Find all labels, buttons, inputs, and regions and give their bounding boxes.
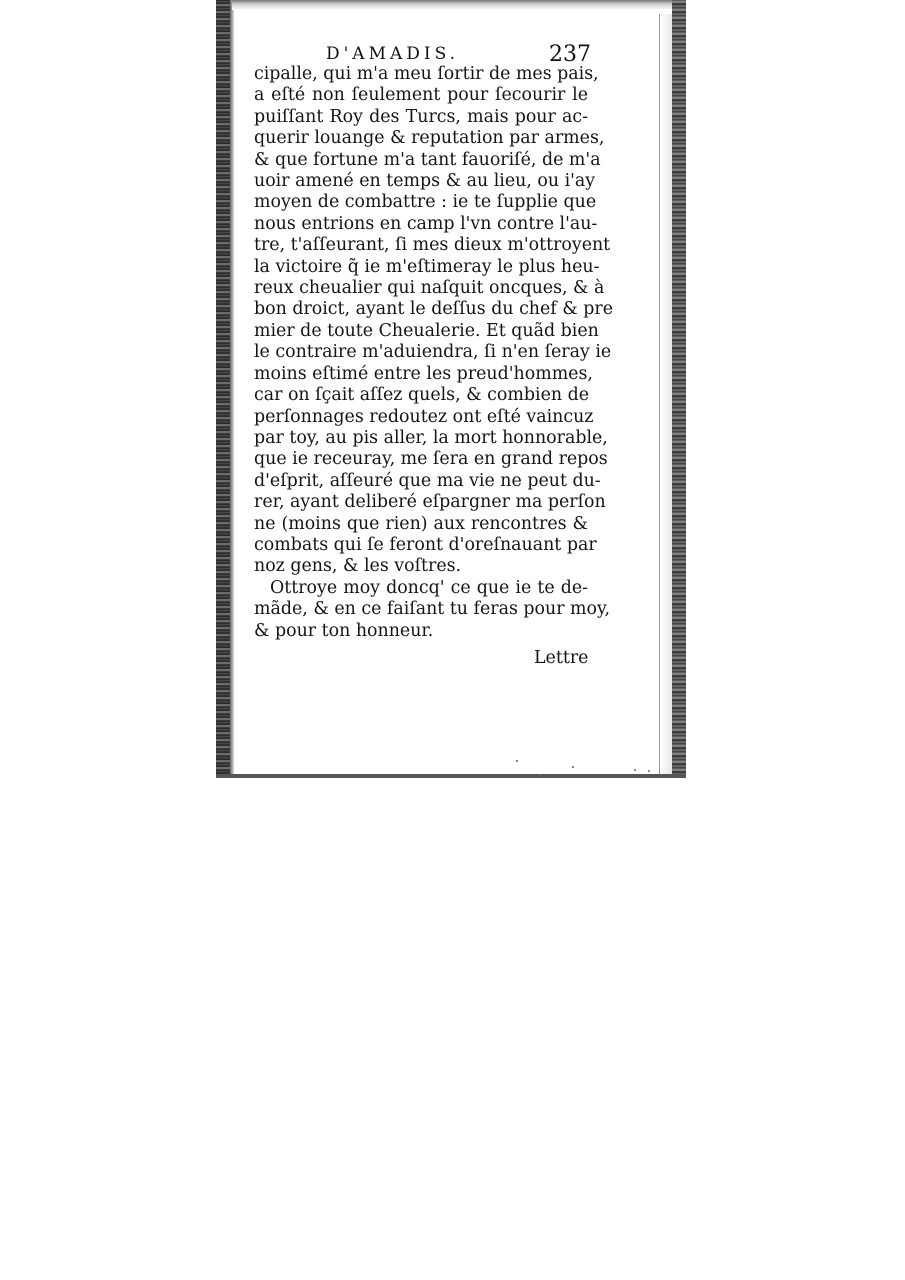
text-line: bon droict, ayant le deſſus du chef & pre: [254, 299, 614, 320]
text-line: combats qui ſe feront d'oreſnauant par: [254, 534, 597, 555]
text-line: Ottroye moy doncq' ce que ie te de-: [270, 577, 588, 598]
text-line: tre, t'aſſeurant, ſi mes dieux m'ottroyent: [254, 235, 611, 256]
text-line: rer, ayant deliberé eſpargner ma perſon: [254, 492, 606, 513]
text-line: par toy, au pis aller, la mort honnorable,: [254, 427, 608, 448]
text-line: ne (moins que rien) aux rencontres &: [254, 513, 588, 534]
text-line: cipalle, qui m'a meu ſortir de mes pais,: [254, 64, 599, 84]
text-line: mier de toute Cheualerie. Et quãd bien: [254, 320, 599, 341]
book-page-scan: [216, 0, 686, 778]
text-line: & pour ton honneur.: [254, 620, 434, 641]
gutter-shadow: [230, 0, 234, 778]
text-line: querir louange & reputation par armes,: [254, 128, 605, 149]
text-line: & que fortune m'a tant fauoriſé, de m'a: [254, 149, 601, 170]
scan-speck: [538, 774, 540, 776]
text-line: moins eſtimé entre les preud'hommes,: [254, 363, 593, 384]
text-line: a eſté non ſeulement pour ſecourir le: [254, 85, 588, 106]
page-number: 237: [549, 42, 591, 67]
body-text: [254, 64, 614, 642]
fore-edge-inner: [659, 14, 672, 778]
top-page-edge: [232, 0, 672, 10]
scan-speck: [516, 760, 518, 762]
scan-speck: [648, 770, 650, 772]
text-line: d'eſprit, aſſeuré que ma vie ne peut du-: [254, 470, 601, 491]
text-line: car on ſçait aſſez quels, & combien de: [254, 385, 590, 406]
text-line: puiſſant Roy des Turcs, mais pour ac-: [254, 106, 588, 127]
text-line: mãde, & en ce faiſant tu feras pour moy,: [254, 599, 611, 620]
text-line: uoir amené en temps & au lieu, ou i'ay: [254, 171, 596, 192]
text-line: le contraire m'aduiendra, ſi n'en ſeray ie: [254, 342, 612, 363]
text-line: nous entrions en camp l'vn contre l'au-: [254, 213, 598, 234]
binding-gutter: [216, 0, 231, 778]
fore-edge: [672, 0, 686, 778]
text-line: la victoire q̃ ie m'eſtimeray le plus heu-: [254, 256, 600, 277]
scan-speck: [572, 766, 574, 768]
scan-speck: [634, 769, 636, 771]
text-line: que ie receuray, me ſera en grand repos: [254, 449, 608, 470]
catchword: Lettre: [534, 648, 589, 668]
text-line: perſonnages redoutez ont eſté vaincuz: [254, 406, 594, 427]
running-head: D'AMADIS.: [326, 44, 460, 64]
bottom-page-edge: [216, 774, 686, 778]
text-line: moyen de combattre : ie te ſupplie que: [254, 192, 597, 213]
text-line: reux cheualier qui naſquit oncques, & à: [254, 278, 605, 299]
text-line: noz gens, & les voſtres.: [254, 556, 462, 577]
